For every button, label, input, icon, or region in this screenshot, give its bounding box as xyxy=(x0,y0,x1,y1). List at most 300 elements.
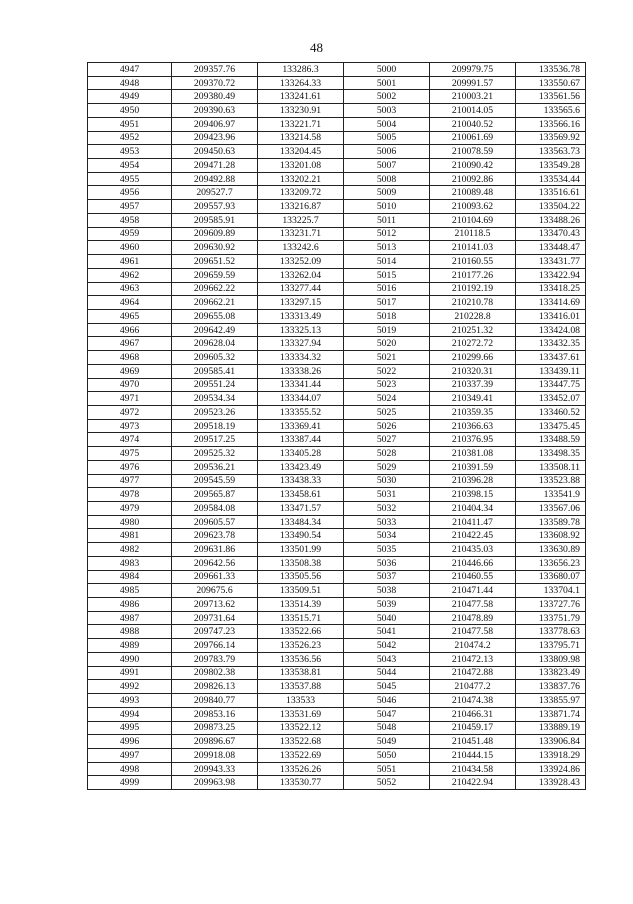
table-row xyxy=(88,447,586,461)
x-coordinate-cell: 209609.89 xyxy=(172,227,258,241)
point-number-cell: 5021 xyxy=(344,351,430,365)
y-coordinate-cell: 133448.47 xyxy=(516,241,586,255)
point-number-cell: 4980 xyxy=(88,515,172,529)
y-coordinate-cell: 133277.44 xyxy=(258,282,344,296)
x-coordinate-cell: 209675.6 xyxy=(172,584,258,598)
y-coordinate-cell: 133460.52 xyxy=(516,405,586,419)
y-coordinate-cell: 133387.44 xyxy=(258,433,344,447)
point-number-cell: 4984 xyxy=(88,570,172,584)
y-coordinate-cell: 133549.28 xyxy=(516,159,586,173)
x-coordinate-cell: 210474.38 xyxy=(430,694,516,708)
x-coordinate-cell: 209525.32 xyxy=(172,447,258,461)
point-number-cell: 5015 xyxy=(344,268,430,282)
x-coordinate-cell: 209713.62 xyxy=(172,598,258,612)
table-row xyxy=(88,364,586,378)
x-coordinate-cell: 210477.2 xyxy=(430,680,516,694)
y-coordinate-cell: 133338.26 xyxy=(258,364,344,378)
point-number-cell: 4958 xyxy=(88,213,172,227)
table-row xyxy=(88,570,586,584)
point-number-cell: 5019 xyxy=(344,323,430,337)
y-coordinate-cell: 133563.73 xyxy=(516,145,586,159)
y-coordinate-cell: 133536.56 xyxy=(258,652,344,666)
point-number-cell: 5035 xyxy=(344,543,430,557)
table-row xyxy=(88,63,586,77)
point-number-cell: 4953 xyxy=(88,145,172,159)
table-row xyxy=(88,268,586,282)
x-coordinate-cell: 210251.32 xyxy=(430,323,516,337)
table-row xyxy=(88,543,586,557)
x-coordinate-cell: 209584.08 xyxy=(172,502,258,516)
y-coordinate-cell: 133327.94 xyxy=(258,337,344,351)
y-coordinate-cell: 133727.76 xyxy=(516,598,586,612)
y-coordinate-cell: 133516.61 xyxy=(516,186,586,200)
table-row xyxy=(88,419,586,433)
table-row xyxy=(88,392,586,406)
y-coordinate-cell: 133522.69 xyxy=(258,748,344,762)
table-row xyxy=(88,748,586,762)
point-number-cell: 5005 xyxy=(344,131,430,145)
y-coordinate-cell: 133341.44 xyxy=(258,378,344,392)
y-coordinate-cell: 133447.75 xyxy=(516,378,586,392)
y-coordinate-cell: 133680.07 xyxy=(516,570,586,584)
table-row xyxy=(88,652,586,666)
point-number-cell: 4979 xyxy=(88,502,172,516)
table-row xyxy=(88,213,586,227)
point-number-cell: 4955 xyxy=(88,172,172,186)
y-coordinate-cell: 133526.26 xyxy=(258,762,344,776)
point-number-cell: 5043 xyxy=(344,652,430,666)
x-coordinate-cell: 209534.34 xyxy=(172,392,258,406)
y-coordinate-cell: 133230.91 xyxy=(258,104,344,118)
x-coordinate-cell: 209963.98 xyxy=(172,776,258,790)
table-row xyxy=(88,117,586,131)
table-row xyxy=(88,90,586,104)
x-coordinate-cell: 210092.86 xyxy=(430,172,516,186)
point-number-cell: 5022 xyxy=(344,364,430,378)
table-row xyxy=(88,255,586,269)
y-coordinate-cell: 133344.07 xyxy=(258,392,344,406)
y-coordinate-cell: 133313.49 xyxy=(258,309,344,323)
y-coordinate-cell: 133471.57 xyxy=(258,502,344,516)
y-coordinate-cell: 133537.88 xyxy=(258,680,344,694)
x-coordinate-cell: 209623.78 xyxy=(172,529,258,543)
point-number-cell: 4972 xyxy=(88,405,172,419)
point-number-cell: 4969 xyxy=(88,364,172,378)
point-number-cell: 5009 xyxy=(344,186,430,200)
table-row xyxy=(88,502,586,516)
x-coordinate-cell: 210459.17 xyxy=(430,721,516,735)
y-coordinate-cell: 133522.66 xyxy=(258,625,344,639)
y-coordinate-cell: 133297.15 xyxy=(258,296,344,310)
point-number-cell: 4952 xyxy=(88,131,172,145)
point-number-cell: 4990 xyxy=(88,652,172,666)
point-number-cell: 5036 xyxy=(344,556,430,570)
point-number-cell: 5008 xyxy=(344,172,430,186)
x-coordinate-cell: 210381.08 xyxy=(430,447,516,461)
x-coordinate-cell: 209492.88 xyxy=(172,172,258,186)
y-coordinate-cell: 133871.74 xyxy=(516,707,586,721)
point-number-cell: 4985 xyxy=(88,584,172,598)
y-coordinate-cell: 133501.99 xyxy=(258,543,344,557)
point-number-cell: 4950 xyxy=(88,104,172,118)
y-coordinate-cell: 133823.49 xyxy=(516,666,586,680)
point-number-cell: 4951 xyxy=(88,117,172,131)
x-coordinate-cell: 209536.21 xyxy=(172,460,258,474)
y-coordinate-cell: 133216.87 xyxy=(258,200,344,214)
x-coordinate-cell: 210272.72 xyxy=(430,337,516,351)
point-number-cell: 5010 xyxy=(344,200,430,214)
point-number-cell: 4986 xyxy=(88,598,172,612)
x-coordinate-cell: 209659.59 xyxy=(172,268,258,282)
x-coordinate-cell: 209840.77 xyxy=(172,694,258,708)
point-number-cell: 5025 xyxy=(344,405,430,419)
point-number-cell: 5023 xyxy=(344,378,430,392)
y-coordinate-cell: 133204.45 xyxy=(258,145,344,159)
x-coordinate-cell: 210376.95 xyxy=(430,433,516,447)
x-coordinate-cell: 210141.03 xyxy=(430,241,516,255)
point-number-cell: 4947 xyxy=(88,63,172,77)
point-number-cell: 5002 xyxy=(344,90,430,104)
table-row xyxy=(88,351,586,365)
point-number-cell: 4977 xyxy=(88,474,172,488)
y-coordinate-cell: 133567.06 xyxy=(516,502,586,516)
point-number-cell: 4959 xyxy=(88,227,172,241)
y-coordinate-cell: 133541.9 xyxy=(516,488,586,502)
y-coordinate-cell: 133405.28 xyxy=(258,447,344,461)
y-coordinate-cell: 133505.56 xyxy=(258,570,344,584)
x-coordinate-cell: 210411.47 xyxy=(430,515,516,529)
x-coordinate-cell: 210061.69 xyxy=(430,131,516,145)
table-row xyxy=(88,323,586,337)
x-coordinate-cell: 209450.63 xyxy=(172,145,258,159)
x-coordinate-cell: 210446.66 xyxy=(430,556,516,570)
y-coordinate-cell: 133416.01 xyxy=(516,309,586,323)
point-number-cell: 5028 xyxy=(344,447,430,461)
x-coordinate-cell: 209642.56 xyxy=(172,556,258,570)
x-coordinate-cell: 209605.57 xyxy=(172,515,258,529)
point-number-cell: 4992 xyxy=(88,680,172,694)
point-number-cell: 5038 xyxy=(344,584,430,598)
y-coordinate-cell: 133242.6 xyxy=(258,241,344,255)
y-coordinate-cell: 133704.1 xyxy=(516,584,586,598)
y-coordinate-cell: 133431.77 xyxy=(516,255,586,269)
table-row xyxy=(88,611,586,625)
x-coordinate-cell: 209585.41 xyxy=(172,364,258,378)
x-coordinate-cell: 209991.57 xyxy=(430,76,516,90)
table-row xyxy=(88,707,586,721)
point-number-cell: 5049 xyxy=(344,735,430,749)
point-number-cell: 5020 xyxy=(344,337,430,351)
y-coordinate-cell: 133439.11 xyxy=(516,364,586,378)
y-coordinate-cell: 133475.45 xyxy=(516,419,586,433)
x-coordinate-cell: 209545.59 xyxy=(172,474,258,488)
point-number-cell: 5045 xyxy=(344,680,430,694)
point-number-cell: 5029 xyxy=(344,460,430,474)
x-coordinate-cell: 209523.26 xyxy=(172,405,258,419)
y-coordinate-cell: 133928.43 xyxy=(516,776,586,790)
point-number-cell: 5027 xyxy=(344,433,430,447)
x-coordinate-cell: 209943.33 xyxy=(172,762,258,776)
y-coordinate-cell: 133538.81 xyxy=(258,666,344,680)
x-coordinate-cell: 209642.49 xyxy=(172,323,258,337)
y-coordinate-cell: 133422.94 xyxy=(516,268,586,282)
point-number-cell: 5047 xyxy=(344,707,430,721)
x-coordinate-cell: 210014.05 xyxy=(430,104,516,118)
y-coordinate-cell: 133924.86 xyxy=(516,762,586,776)
x-coordinate-cell: 209979.75 xyxy=(430,63,516,77)
x-coordinate-cell: 209630.92 xyxy=(172,241,258,255)
table-row xyxy=(88,694,586,708)
point-number-cell: 5001 xyxy=(344,76,430,90)
point-number-cell: 4948 xyxy=(88,76,172,90)
point-number-cell: 4964 xyxy=(88,296,172,310)
point-number-cell: 5017 xyxy=(344,296,430,310)
table-row xyxy=(88,762,586,776)
x-coordinate-cell: 209918.08 xyxy=(172,748,258,762)
point-number-cell: 4991 xyxy=(88,666,172,680)
x-coordinate-cell: 210398.15 xyxy=(430,488,516,502)
x-coordinate-cell: 210477.58 xyxy=(430,598,516,612)
point-number-cell: 4999 xyxy=(88,776,172,790)
y-coordinate-cell: 133514.39 xyxy=(258,598,344,612)
point-number-cell: 5004 xyxy=(344,117,430,131)
y-coordinate-cell: 133630.89 xyxy=(516,543,586,557)
y-coordinate-cell: 133221.71 xyxy=(258,117,344,131)
x-coordinate-cell: 210366.63 xyxy=(430,419,516,433)
point-number-cell: 5037 xyxy=(344,570,430,584)
y-coordinate-cell: 133452.07 xyxy=(516,392,586,406)
point-number-cell: 5032 xyxy=(344,502,430,516)
point-number-cell: 4961 xyxy=(88,255,172,269)
table-row xyxy=(88,159,586,173)
point-number-cell: 4978 xyxy=(88,488,172,502)
table-row xyxy=(88,488,586,502)
point-number-cell: 5013 xyxy=(344,241,430,255)
point-number-cell: 4968 xyxy=(88,351,172,365)
x-coordinate-cell: 209565.87 xyxy=(172,488,258,502)
x-coordinate-cell: 209896.67 xyxy=(172,735,258,749)
point-number-cell: 4962 xyxy=(88,268,172,282)
table-row xyxy=(88,296,586,310)
x-coordinate-cell: 209551.24 xyxy=(172,378,258,392)
table-row xyxy=(88,145,586,159)
point-number-cell: 4974 xyxy=(88,433,172,447)
x-coordinate-cell: 209655.08 xyxy=(172,309,258,323)
table-row xyxy=(88,282,586,296)
y-coordinate-cell: 133531.69 xyxy=(258,707,344,721)
table-row xyxy=(88,405,586,419)
y-coordinate-cell: 133508.38 xyxy=(258,556,344,570)
y-coordinate-cell: 133262.04 xyxy=(258,268,344,282)
x-coordinate-cell: 210089.48 xyxy=(430,186,516,200)
x-coordinate-cell: 210160.55 xyxy=(430,255,516,269)
coordinates-table xyxy=(87,62,586,790)
y-coordinate-cell: 133515.71 xyxy=(258,611,344,625)
y-coordinate-cell: 133438.33 xyxy=(258,474,344,488)
y-coordinate-cell: 133334.32 xyxy=(258,351,344,365)
point-number-cell: 4957 xyxy=(88,200,172,214)
x-coordinate-cell: 210337.39 xyxy=(430,378,516,392)
y-coordinate-cell: 133809.98 xyxy=(516,652,586,666)
x-coordinate-cell: 209585.91 xyxy=(172,213,258,227)
point-number-cell: 5000 xyxy=(344,63,430,77)
table-row xyxy=(88,172,586,186)
point-number-cell: 5048 xyxy=(344,721,430,735)
x-coordinate-cell: 210118.5 xyxy=(430,227,516,241)
point-number-cell: 5016 xyxy=(344,282,430,296)
point-number-cell: 5052 xyxy=(344,776,430,790)
table-row xyxy=(88,598,586,612)
x-coordinate-cell: 209651.52 xyxy=(172,255,258,269)
point-number-cell: 4996 xyxy=(88,735,172,749)
x-coordinate-cell: 210040.52 xyxy=(430,117,516,131)
table-row xyxy=(88,735,586,749)
x-coordinate-cell: 209662.21 xyxy=(172,296,258,310)
point-number-cell: 5040 xyxy=(344,611,430,625)
table-row xyxy=(88,200,586,214)
point-number-cell: 4988 xyxy=(88,625,172,639)
x-coordinate-cell: 210474.2 xyxy=(430,639,516,653)
x-coordinate-cell: 209661.33 xyxy=(172,570,258,584)
y-coordinate-cell: 133565.6 xyxy=(516,104,586,118)
point-number-cell: 5051 xyxy=(344,762,430,776)
y-coordinate-cell: 133523.88 xyxy=(516,474,586,488)
point-number-cell: 5033 xyxy=(344,515,430,529)
x-coordinate-cell: 209390.63 xyxy=(172,104,258,118)
point-number-cell: 5031 xyxy=(344,488,430,502)
point-number-cell: 4989 xyxy=(88,639,172,653)
y-coordinate-cell: 133855.97 xyxy=(516,694,586,708)
x-coordinate-cell: 210078.59 xyxy=(430,145,516,159)
y-coordinate-cell: 133530.77 xyxy=(258,776,344,790)
x-coordinate-cell: 209826.13 xyxy=(172,680,258,694)
x-coordinate-cell: 210228.8 xyxy=(430,309,516,323)
table-row xyxy=(88,337,586,351)
x-coordinate-cell: 209423.96 xyxy=(172,131,258,145)
y-coordinate-cell: 133608.92 xyxy=(516,529,586,543)
table-row xyxy=(88,625,586,639)
y-coordinate-cell: 133225.7 xyxy=(258,213,344,227)
y-coordinate-cell: 133470.43 xyxy=(516,227,586,241)
x-coordinate-cell: 210177.26 xyxy=(430,268,516,282)
y-coordinate-cell: 133778.63 xyxy=(516,625,586,639)
x-coordinate-cell: 210471.44 xyxy=(430,584,516,598)
x-coordinate-cell: 210003.21 xyxy=(430,90,516,104)
table-row xyxy=(88,104,586,118)
x-coordinate-cell: 209853.16 xyxy=(172,707,258,721)
y-coordinate-cell: 133209.72 xyxy=(258,186,344,200)
point-number-cell: 5046 xyxy=(344,694,430,708)
table-row xyxy=(88,680,586,694)
y-coordinate-cell: 133906.84 xyxy=(516,735,586,749)
y-coordinate-cell: 133488.26 xyxy=(516,213,586,227)
x-coordinate-cell: 209747.23 xyxy=(172,625,258,639)
table-row xyxy=(88,186,586,200)
x-coordinate-cell: 209783.79 xyxy=(172,652,258,666)
x-coordinate-cell: 210349.41 xyxy=(430,392,516,406)
x-coordinate-cell: 210391.59 xyxy=(430,460,516,474)
x-coordinate-cell: 210404.34 xyxy=(430,502,516,516)
x-coordinate-cell: 209527.7 xyxy=(172,186,258,200)
table-row xyxy=(88,76,586,90)
x-coordinate-cell: 209357.76 xyxy=(172,63,258,77)
table-row xyxy=(88,378,586,392)
x-coordinate-cell: 210104.69 xyxy=(430,213,516,227)
y-coordinate-cell: 133498.35 xyxy=(516,447,586,461)
x-coordinate-cell: 209731.64 xyxy=(172,611,258,625)
y-coordinate-cell: 133369.41 xyxy=(258,419,344,433)
point-number-cell: 5044 xyxy=(344,666,430,680)
y-coordinate-cell: 133214.58 xyxy=(258,131,344,145)
x-coordinate-cell: 210422.45 xyxy=(430,529,516,543)
table-row xyxy=(88,241,586,255)
point-number-cell: 5006 xyxy=(344,145,430,159)
point-number-cell: 4970 xyxy=(88,378,172,392)
table-row xyxy=(88,584,586,598)
point-number-cell: 4998 xyxy=(88,762,172,776)
y-coordinate-cell: 133536.78 xyxy=(516,63,586,77)
x-coordinate-cell: 209406.97 xyxy=(172,117,258,131)
x-coordinate-cell: 210299.66 xyxy=(430,351,516,365)
x-coordinate-cell: 210396.28 xyxy=(430,474,516,488)
y-coordinate-cell: 133432.35 xyxy=(516,337,586,351)
page-number: 48 xyxy=(310,40,323,55)
table-row xyxy=(88,776,586,790)
x-coordinate-cell: 210472.13 xyxy=(430,652,516,666)
table-row xyxy=(88,227,586,241)
y-coordinate-cell: 133509.51 xyxy=(258,584,344,598)
y-coordinate-cell: 133533 xyxy=(258,694,344,708)
y-coordinate-cell: 133534.44 xyxy=(516,172,586,186)
point-number-cell: 4949 xyxy=(88,90,172,104)
y-coordinate-cell: 133561.56 xyxy=(516,90,586,104)
point-number-cell: 4982 xyxy=(88,543,172,557)
point-number-cell: 4993 xyxy=(88,694,172,708)
y-coordinate-cell: 133202.21 xyxy=(258,172,344,186)
x-coordinate-cell: 210359.35 xyxy=(430,405,516,419)
y-coordinate-cell: 133526.23 xyxy=(258,639,344,653)
y-coordinate-cell: 133508.11 xyxy=(516,460,586,474)
y-coordinate-cell: 133488.59 xyxy=(516,433,586,447)
y-coordinate-cell: 133522.68 xyxy=(258,735,344,749)
x-coordinate-cell: 210466.31 xyxy=(430,707,516,721)
point-number-cell: 4954 xyxy=(88,159,172,173)
y-coordinate-cell: 133325.13 xyxy=(258,323,344,337)
table-row xyxy=(88,433,586,447)
x-coordinate-cell: 209557.93 xyxy=(172,200,258,214)
y-coordinate-cell: 133918.29 xyxy=(516,748,586,762)
y-coordinate-cell: 133231.71 xyxy=(258,227,344,241)
y-coordinate-cell: 133656.23 xyxy=(516,556,586,570)
x-coordinate-cell: 210434.58 xyxy=(430,762,516,776)
point-number-cell: 4983 xyxy=(88,556,172,570)
y-coordinate-cell: 133566.16 xyxy=(516,117,586,131)
point-number-cell: 5050 xyxy=(344,748,430,762)
x-coordinate-cell: 209873.25 xyxy=(172,721,258,735)
x-coordinate-cell: 209517.25 xyxy=(172,433,258,447)
point-number-cell: 5007 xyxy=(344,159,430,173)
x-coordinate-cell: 210422.94 xyxy=(430,776,516,790)
point-number-cell: 5012 xyxy=(344,227,430,241)
x-coordinate-cell: 209471.28 xyxy=(172,159,258,173)
y-coordinate-cell: 133286.3 xyxy=(258,63,344,77)
y-coordinate-cell: 133751.79 xyxy=(516,611,586,625)
x-coordinate-cell: 210435.03 xyxy=(430,543,516,557)
x-coordinate-cell: 209370.72 xyxy=(172,76,258,90)
y-coordinate-cell: 133550.67 xyxy=(516,76,586,90)
x-coordinate-cell: 209802.38 xyxy=(172,666,258,680)
point-number-cell: 4975 xyxy=(88,447,172,461)
